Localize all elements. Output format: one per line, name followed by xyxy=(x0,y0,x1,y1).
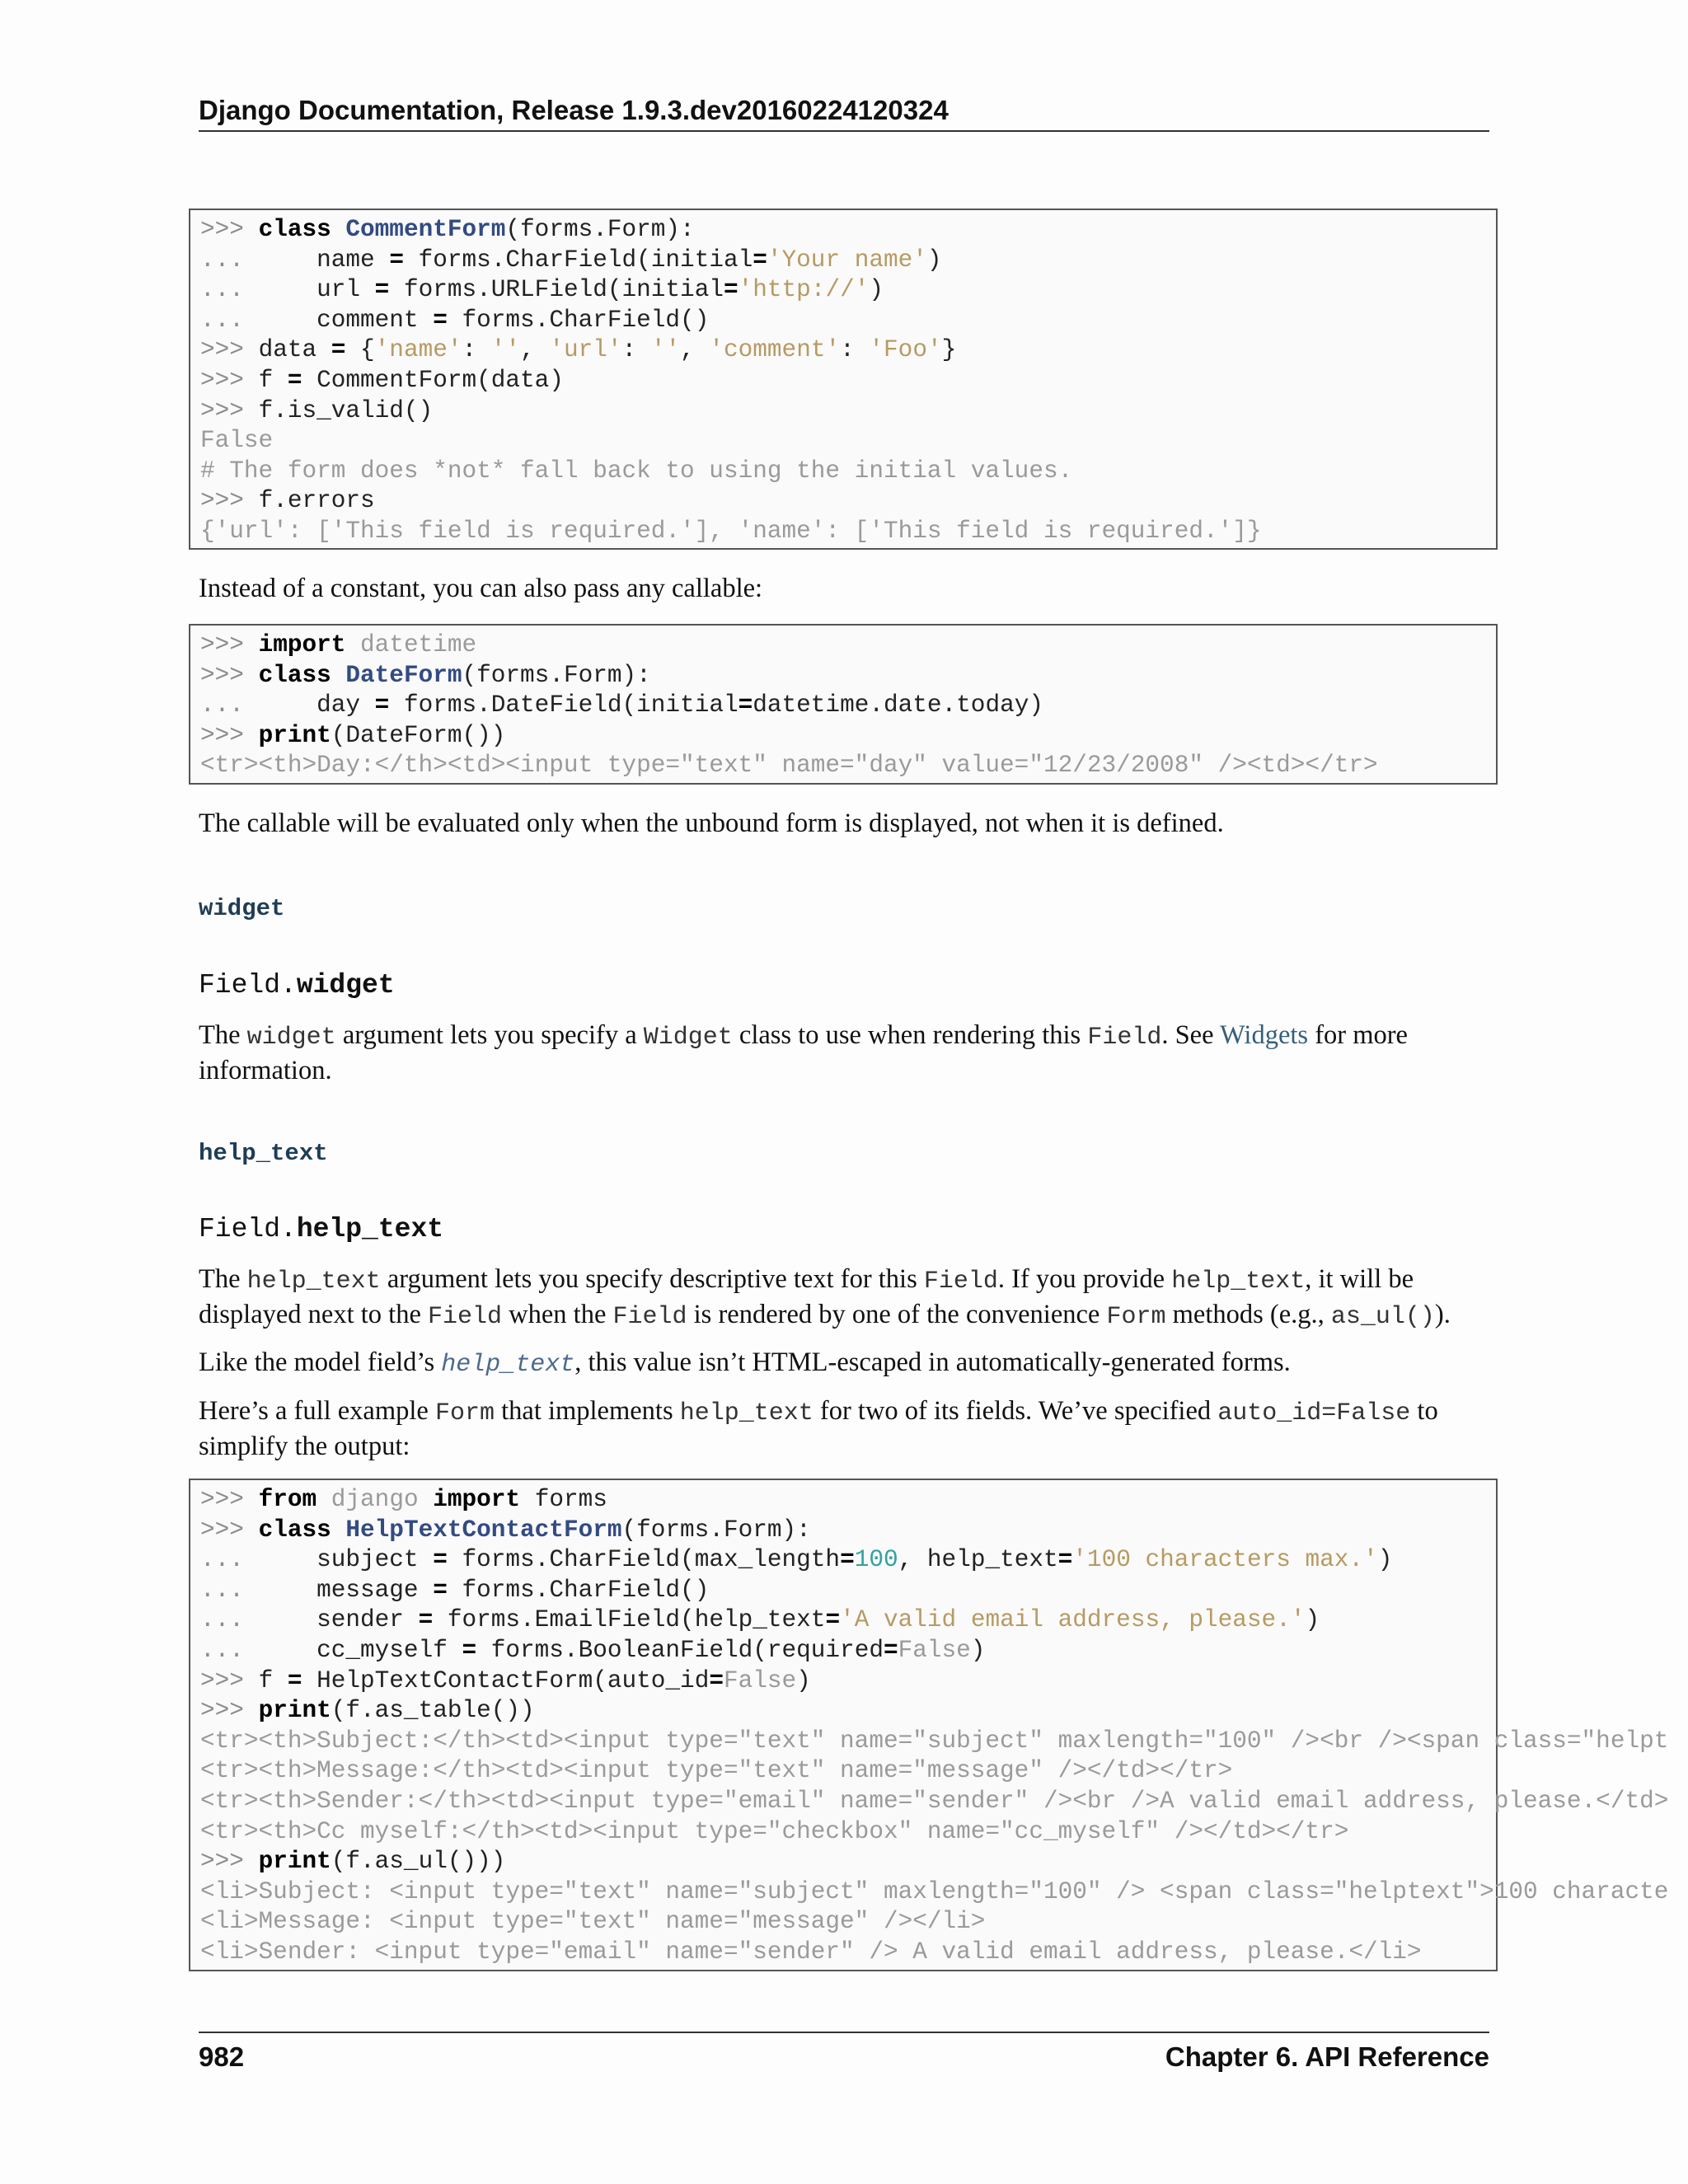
code-line: <tr><th>Sender:</th><td><input type="email" name="sender" /><br />A valid email address, please.</td> xyxy=(200,1787,1669,1815)
code-line: ... day = forms.DateField(initial=datetime.date.today) xyxy=(200,691,1043,719)
code-line: ... name = forms.CharField(initial='Your name') xyxy=(200,246,942,274)
help-text-link[interactable]: help_text xyxy=(441,1351,575,1379)
code-line: ... subject = forms.CharField(max_length=100, help_text='100 characters max.') xyxy=(200,1546,1393,1574)
code-line: <tr><th>Message:</th><td><input type="text" name="message" /></td></tr> xyxy=(200,1757,1233,1785)
paragraph-callable: Instead of a constant, you can also pass any callable: xyxy=(199,574,763,603)
signature-prefix: Field. xyxy=(199,1214,297,1244)
chapter-title: Chapter 6. API Reference xyxy=(1165,2041,1489,2072)
code-block-help-text-form xyxy=(189,1479,1669,1971)
code-line: <li>Subject: <input type="text" name="subject" maxlength="100" /> <span class="helptext">100 characte xyxy=(200,1877,1669,1905)
code-line: <tr><th>Cc myself:</th><td><input type="checkbox" name="cc_myself" /></td></tr> xyxy=(200,1817,1349,1845)
code-line: >>> print(f.as_ul())) xyxy=(200,1848,506,1876)
signature-name: widget xyxy=(296,970,395,1001)
paragraph-help-text-2: Like the model field’s help_text, this value isn’t HTML-escaped in automatically-generated forms. xyxy=(199,1347,1291,1379)
signature-prefix: Field. xyxy=(199,970,297,1001)
signature-field-widget xyxy=(199,970,395,1001)
code-listing xyxy=(200,630,1496,781)
code-line: False xyxy=(200,427,274,455)
code-line: >>> print(DateForm()) xyxy=(200,721,506,749)
code-line: >>> import datetime xyxy=(200,631,477,658)
code-line: >>> f = HelpTextContactForm(auto_id=False) xyxy=(200,1666,811,1694)
paragraph-evaluated: The callable will be evaluated only when the unbound form is displayed, not when it is defined. xyxy=(199,808,1224,838)
code-line: ... url = forms.URLField(initial='http://') xyxy=(200,276,884,304)
code-line: <tr><th>Subject:</th><td><input type="text" name="subject" maxlength="100" /><br /><span class="helpt xyxy=(200,1727,1669,1755)
code-line: <li>Message: <input type="text" name="message" /></li> xyxy=(200,1908,986,1936)
code-line: ... sender = forms.EmailField(help_text='A valid email address, please.') xyxy=(200,1606,1320,1634)
section-title-widget: widget xyxy=(199,895,285,922)
code-line: <li>Sender: <input type="email" name="sender" /> A valid email address, please.</li> xyxy=(200,1938,1422,1966)
code-line: >>> data = {'name': '', 'url': '', 'comment': 'Foo'} xyxy=(200,336,957,364)
code-line: ... comment = forms.CharField() xyxy=(200,306,710,334)
section-title-help-text: help_text xyxy=(199,1140,328,1167)
code-line: {'url': ['This field is required.'], 'name': ['This field is required.']} xyxy=(200,517,1262,545)
signature-name: help_text xyxy=(296,1214,444,1244)
page-footer xyxy=(199,2032,1489,2073)
code-line: >>> class DateForm(forms.Form): xyxy=(200,661,651,689)
page-header: Django Documentation, Release 1.9.3.dev20160224120324 xyxy=(199,92,1489,132)
code-block-date-form xyxy=(189,624,1498,785)
code-line: >>> class HelpTextContactForm(forms.Form): xyxy=(200,1516,811,1544)
code-line: <tr><th>Day:</th><td><input type="text" name="day" value="12/23/2008" /><td></tr> xyxy=(200,752,1378,780)
paragraph-help-text-3: Here’s a full example Form that implements help_text for two of its fields. We’ve specified auto_id=False to simplify the output: xyxy=(199,1396,1438,1461)
code-block-comment-form xyxy=(189,209,1498,550)
code-line: ... message = forms.CharField() xyxy=(200,1576,710,1604)
code-listing xyxy=(200,1485,1669,1968)
code-line: # The form does *not* fall back to using the initial values. xyxy=(200,457,1073,485)
paragraph-widget: The widget argument lets you specify a Widget class to use when rendering this Field. See Widgets for more information. xyxy=(199,1020,1408,1085)
code-line: >>> f.errors xyxy=(200,487,375,515)
page-number: 982 xyxy=(199,2041,245,2072)
paragraph-help-text-1: The help_text argument lets you specify descriptive text for this Field. If you provide help_text, it will be displayed next to the Field when the Field is rendered by one of the convenience Form methods (e.g., as_ul()). xyxy=(199,1264,1451,1331)
code-listing xyxy=(200,215,1496,547)
code-line: ... cc_myself = forms.BooleanField(required=False) xyxy=(200,1636,986,1664)
code-line: >>> f = CommentForm(data) xyxy=(200,366,564,394)
code-line: >>> from django import forms xyxy=(200,1486,607,1513)
code-line: >>> class CommentForm(forms.Form): xyxy=(200,216,695,243)
signature-field-help-text xyxy=(199,1214,443,1244)
widgets-link[interactable]: Widgets xyxy=(1220,1020,1309,1050)
code-line: >>> f.is_valid() xyxy=(200,396,434,424)
code-line: >>> print(f.as_table()) xyxy=(200,1697,535,1725)
